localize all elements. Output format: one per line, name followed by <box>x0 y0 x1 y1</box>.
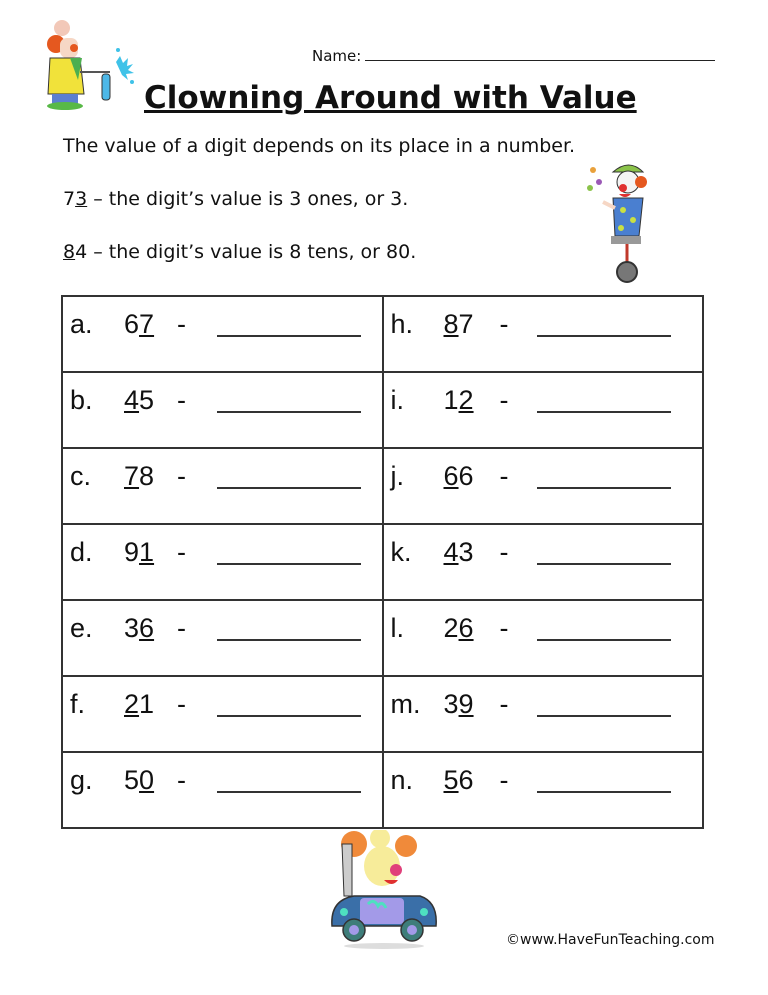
name-label: Name: <box>312 47 362 65</box>
number: 66 <box>443 461 474 491</box>
table-row <box>62 752 703 828</box>
underlined-digit: 3 <box>75 188 88 210</box>
example-ones: 73 – the digit’s value is 3 ones, or 3. <box>63 188 409 210</box>
problem-b: b. 45 - <box>62 372 383 448</box>
problem-f: f. 21 - <box>62 676 383 752</box>
problem-k: k. 43 - <box>383 524 704 600</box>
answer-blank[interactable] <box>537 639 671 641</box>
number: 91 <box>124 537 155 567</box>
problem-g: g. 50 - <box>62 752 383 828</box>
problem-h: h. 87 - <box>383 296 704 372</box>
problem-j: j. 66 - <box>383 448 704 524</box>
number: 12 <box>443 385 474 415</box>
problem-l: l. 26 - <box>383 600 704 676</box>
table-row <box>62 676 703 752</box>
number: 87 <box>443 309 474 339</box>
intro-text: The value of a digit depends on its place in a number. <box>63 135 576 157</box>
number: 45 <box>124 385 155 415</box>
answer-blank[interactable] <box>217 639 361 641</box>
table-row <box>62 372 703 448</box>
answer-blank[interactable] <box>537 563 671 565</box>
table-row <box>62 524 703 600</box>
number: 56 <box>443 765 474 795</box>
problem-i: i. 12 - <box>383 372 704 448</box>
clown-spraying-water-icon <box>40 14 140 110</box>
page-title: Clowning Around with Value <box>144 80 637 116</box>
problems-table <box>61 295 704 829</box>
problem-a: a. 67 - <box>62 296 383 372</box>
answer-blank[interactable] <box>217 335 361 337</box>
name-field[interactable] <box>312 46 715 65</box>
answer-blank[interactable] <box>217 715 361 717</box>
problem-c: c. 78 - <box>62 448 383 524</box>
answer-blank[interactable] <box>537 335 671 337</box>
answer-blank[interactable] <box>217 411 361 413</box>
table-row <box>62 600 703 676</box>
number: 78 <box>124 461 155 491</box>
answer-blank[interactable] <box>537 715 671 717</box>
answer-blank[interactable] <box>217 487 361 489</box>
underlined-digit: 8 <box>63 241 76 263</box>
number: 39 <box>443 689 474 719</box>
answer-blank[interactable] <box>537 791 671 793</box>
problem-m: m. 39 - <box>383 676 704 752</box>
problem-d: d. 91 - <box>62 524 383 600</box>
number: 43 <box>443 537 474 567</box>
number: 21 <box>124 689 155 719</box>
table-row <box>62 296 703 372</box>
number: 26 <box>443 613 474 643</box>
copyright-footer: ©www.HaveFunTeaching.com <box>506 932 715 948</box>
answer-blank[interactable] <box>217 791 361 793</box>
problem-e: e. 36 - <box>62 600 383 676</box>
number: 36 <box>124 613 155 643</box>
clown-in-car-icon <box>324 830 444 950</box>
answer-blank[interactable] <box>537 411 671 413</box>
number: 50 <box>124 765 155 795</box>
answer-blank[interactable] <box>537 487 671 489</box>
clown-juggling-unicycle-icon <box>585 158 665 288</box>
number: 67 <box>124 309 155 339</box>
example-tens: 84 – the digit’s value is 8 tens, or 80. <box>63 241 417 263</box>
name-blank-line[interactable] <box>365 46 715 61</box>
table-row <box>62 448 703 524</box>
problem-n: n. 56 - <box>383 752 704 828</box>
answer-blank[interactable] <box>217 563 361 565</box>
